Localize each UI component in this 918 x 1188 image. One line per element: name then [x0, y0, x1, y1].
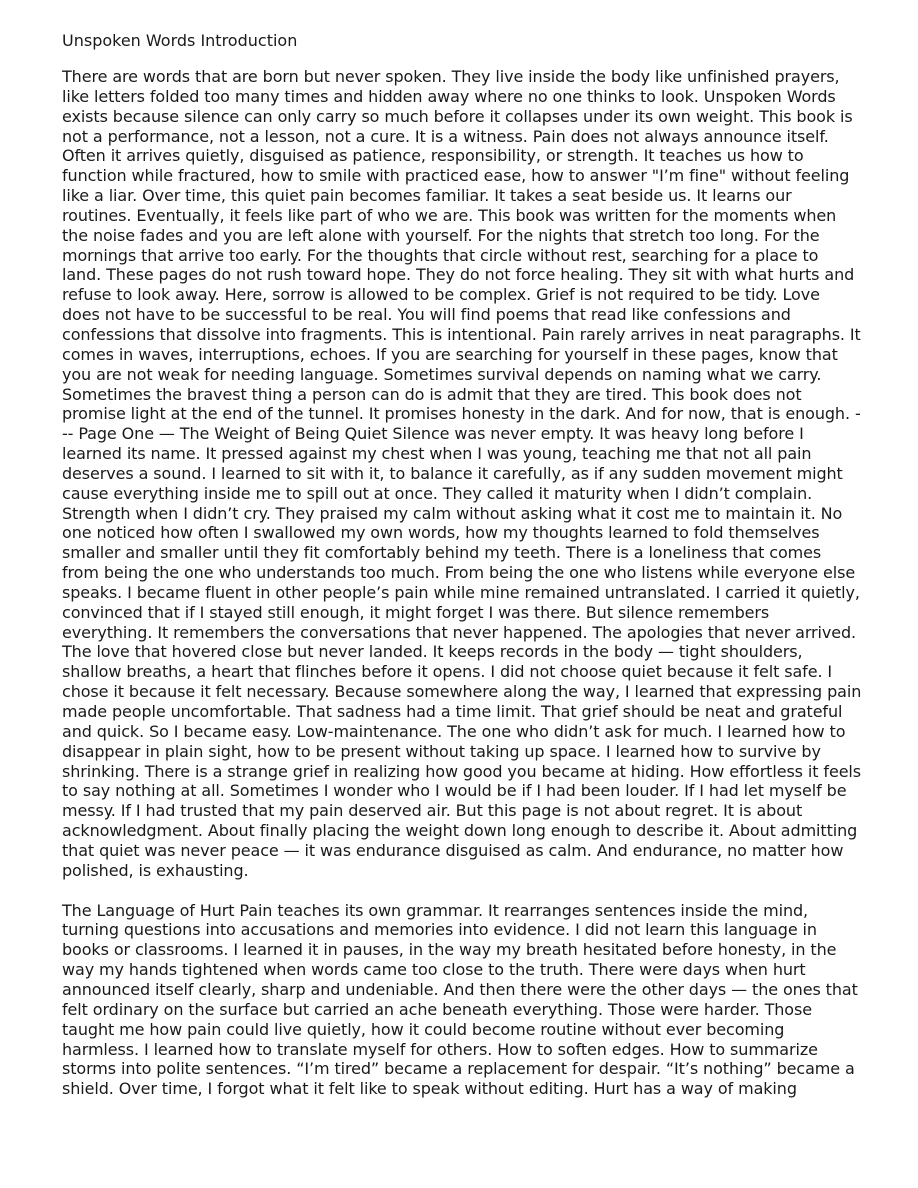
paragraph-introduction: There are words that are born but never spoken. They live inside the body like unfinished prayers, like letters folded too many times and hidden away where no one thinks to look. Unspoken Words exists because silence can only carry so much before it collapses under its own weight. This book is not a performance, not a lesson, not a cure. It is a witness. Pain does not always announce itself. Often it arrives quietly, disguised as patience, responsibility, or strength. It teaches us how to function while fractured, how to smile with practiced ease, how to answer "I’m fine" without feeling like a liar. Over time, this quiet pain becomes familiar. It takes a seat beside us. It learns our routines. Eventually, it feels like part of who we are. This book was written for the moments when the noise fades and you are left alone with yourself. For the nights that stretch too long. For the mornings that arrive too early. For the thoughts that circle without rest, searching for a place to land. These pages do not rush toward hope. They do not force healing. They sit with what hurts and refuse to look away. Here, sorrow is allowed to be complex. Grief is not required to be tidy. Love does not have to be successful to be real. You will find poems that read like confessions and confessions that dissolve into fragments. This is intentional. Pain rarely arrives in neat paragraphs. It comes in waves, interruptions, echoes. If you are searching for yourself in these pages, know that you are not weak for needing language. Sometimes survival depends on naming what we carry. Sometimes the bravest thing a person can do is admit that they are tired. This book does not promise light at the end of the tunnel. It promises honesty in the dark. And for now, that is enough. --- Page One — The Weight of Being Quiet Silence was never empty. It was heavy long before I learned its name. It pressed against my chest when I was young, teaching me that not all pain deserves a sound. I learned to sit with it, to balance it carefully, as if any sudden movement might cause everything inside me to spill out at once. They called it maturity when I didn’t complain. Strength when I didn’t cry. They praised my calm without asking what it cost me to maintain it. No one noticed how often I swallowed my own words, how my thoughts learned to fold themselves smaller and smaller until they fit comfortably behind my teeth. There is a loneliness that comes from being the one who understands too much. From being the one who listens while everyone else speaks. I became fluent in other people’s pain while mine remained untranslated. I carried it quietly, convinced that if I stayed still enough, it might forget I was there. But silence remembers everything. It remembers the conversations that never happened. The apologies that never arrived. The love that hovered close but never landed. It keeps records in the body — tight shoulders, shallow breaths, a heart that flinches before it opens. I did not choose quiet because it felt safe. I chose it because it felt necessary. Because somewhere along the way, I learned that expressing pain made people uncomfortable. That sadness had a time limit. That grief should be neat and grateful and quick. So I became easy. Low-maintenance. The one who didn’t ask for much. I learned how to disappear in plain sight, how to be present without taking up space. I learned how to survive by shrinking. There is a strange grief in realizing how good you became at hiding. How effortless it feels to say nothing at all. Sometimes I wonder who I would be if I had been louder. If I had let myself be messy. If I had trusted that my pain deserved air. But this page is not about regret. It is about acknowledgment. About finally placing the weight down long enough to describe it. About admitting that quiet was never peace — it was endurance disguised as calm. And endurance, no matter how polished, is exhausting. [62, 67, 862, 880]
paragraph-language-of-hurt: The Language of Hurt Pain teaches its own grammar. It rearranges sentences inside the mind, turning questions into accusations and memories into evidence. I did not learn this language in books or classrooms. I learned it in pauses, in the way my breath hesitated before honesty, in the way my hands tightened when words came too close to the truth. There were days when hurt announced itself clearly, sharp and undeniable. And then there were the other days — the ones that felt ordinary on the surface but carried an ache beneath everything. Those were harder. Those taught me how pain could live quietly, how it could become routine without ever becoming harmless. I learned how to translate myself for others. How to soften edges. How to summarize storms into polite sentences. “I’m tired” became a replacement for despair. “It’s nothing” became a shield. Over time, I forgot what it felt like to speak without editing. Hurt has a way of making [62, 900, 858, 1099]
document-title: Unspoken Words Introduction [62, 31, 298, 50]
